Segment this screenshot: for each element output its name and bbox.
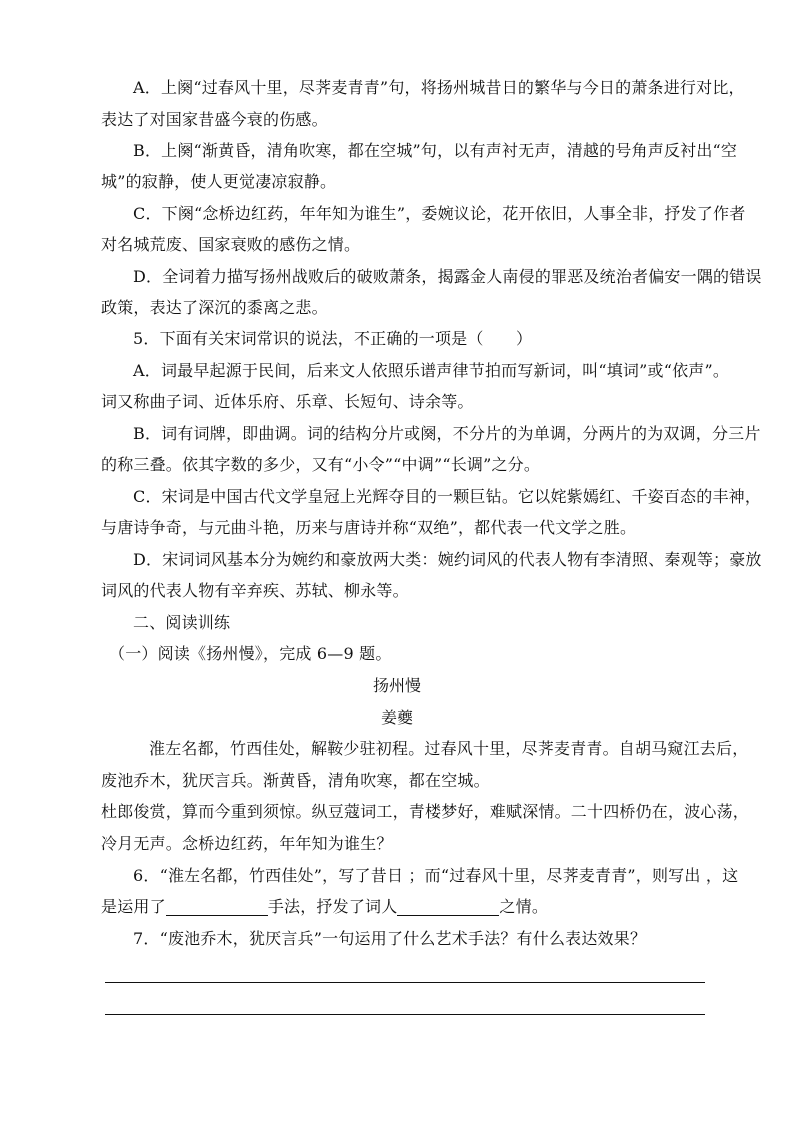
q5-option-a-line2: 词又称曲子词、近体乐府、乐章、长短句、诗余等。: [101, 392, 474, 411]
q4-option-c-line1: C．下阕“念桥边红药，年年知为谁生”，委婉议论，花开依旧，人事全非，抒发了作者: [133, 204, 746, 223]
q4-option-a-line2: 表达了对国家昔盛今衰的伤感。: [101, 110, 328, 129]
q5-option-d-line1: D．宋词词风基本分为婉约和豪放两大类：婉约词风的代表人物有李清照、秦观等；豪放: [133, 550, 762, 569]
poem-line-1: 淮左名都，竹西佳处，解鞍少驻初程。过春风十里，尽荠麦青青。自胡马窥江去后，: [149, 739, 749, 758]
q6-line2: [101, 891, 723, 923]
poem-line-3: 杜郎俊赏，算而今重到须惊。纵豆蔻词工，青楼梦好，难赋深情。二十四桥仍在，波心荡，: [101, 802, 750, 821]
q4-option-c-line2: 对名城荒废、国家衰败的感伤之情。: [101, 235, 361, 254]
poem-line-4: 冷月无声。念桥边红药，年年知为谁生？: [101, 834, 393, 853]
poem-line-2: 废池乔木，犹厌言兵。渐黄昏，清角吹寒，都在空城。: [101, 771, 490, 790]
q5-option-b-line1: B．词有词牌，即曲调。词的结构分片或阕，不分片的为单调，分两片的为双调，分三片: [133, 424, 761, 443]
section-heading: 二、阅读训练: [133, 613, 231, 632]
q4-option-b-line1: B．上阕“渐黄昏，清角吹寒，都在空城”句，以有声衬无声，清越的号角声反衬出“空: [133, 141, 738, 160]
q5-option-c-line1: C．宋词是中国古代文学皇冠上光辉夺目的一颗巨钻。它以姹紫嫣红、千姿百态的丰神，: [133, 487, 762, 506]
q5-option-d-line2: 词风的代表人物有辛弃疾、苏轼、柳永等。: [101, 581, 409, 600]
section-subheading: （一）阅读《扬州慢》，完成 6—9 题。: [109, 644, 392, 663]
q6-text-a: 是运用了: [101, 897, 166, 916]
q7-stem: 7．“废池乔木，犹厌言兵”一句运用了什么艺术手法？有什么表达效果？: [133, 929, 647, 948]
q4-option-b-line2: 城”的寂静，使人更觉凄凉寂静。: [101, 172, 337, 191]
q4-option-a-line1: A．上阕“过春风十里，尽荠麦青青”句，将扬州城昔日的繁华与今日的萧条进行对比，: [133, 78, 745, 97]
q5-option-c-line2: 与唐诗争奇，与元曲斗艳，历来与唐诗并称“双绝”，都代表一代文学之胜。: [101, 518, 637, 537]
answer-line-1[interactable]: [105, 982, 705, 983]
q4-option-d-line2: 政策，表达了深沉的黍离之悲。: [101, 298, 328, 317]
q5-option-b-line2: 的称三叠。依其字数的多少，又有“小令”“中调”“长调”之分。: [101, 455, 541, 474]
q6-text-b: 手法，抒发了词人: [267, 897, 398, 916]
q5-stem: 5．下面有关宋词常识的说法，不正确的一项是（ ）: [133, 329, 533, 348]
q6-line1: 6．“淮左名都，竹西佳处”，写了昔日 ；而“过春风十里，尽荠麦青青”，则写出 ，这: [133, 866, 739, 885]
answer-line-2[interactable]: [105, 1014, 705, 1015]
q6-answer-blank-2[interactable]: [397, 897, 499, 916]
poem-title: 扬州慢: [372, 676, 421, 695]
poem-author: 姜夔: [380, 708, 413, 727]
q6-answer-blank-1[interactable]: [166, 897, 268, 916]
q5-option-a-line1: A．词最早起源于民间，后来文人依照乐谱声律节拍而写新词，叫“填词”或“依声”。: [133, 361, 730, 380]
q6-text-c: 之情。: [499, 897, 549, 916]
q4-option-d-line1: D．全词着力描写扬州战败后的破败萧条，揭露金人南侵的罪恶及统治者偏安一隅的错误: [133, 267, 762, 286]
